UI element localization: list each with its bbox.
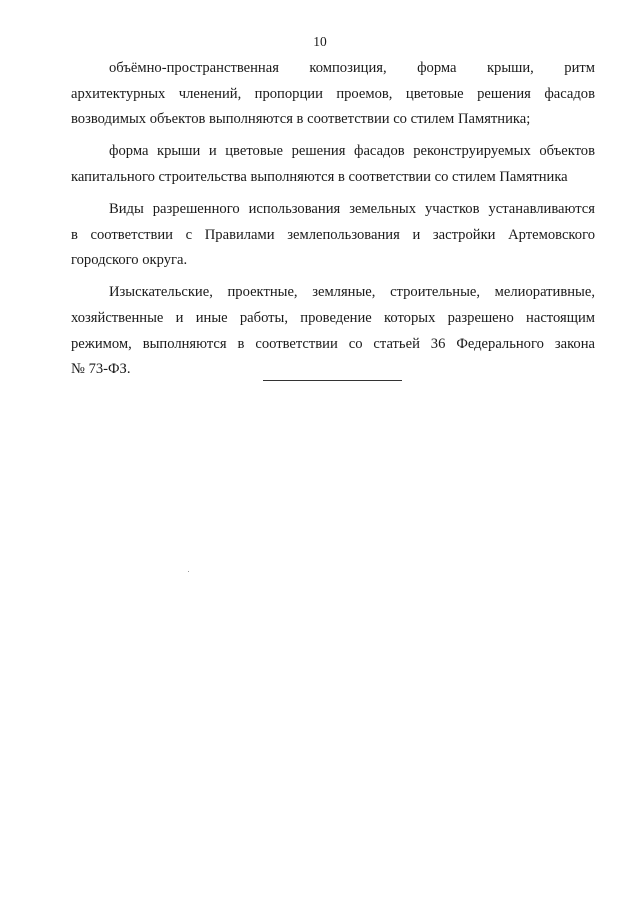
text-line: объёмно-пространственная композиция, форма крыши, ритм [109, 60, 595, 76]
text-line: хозяйственные и иные работы, проведение которых разрешено настоящим [71, 309, 595, 326]
text-line: Изыскательские, проектные, земляные, строительные, мелиоративные, [109, 284, 595, 301]
paragraph-reconstruction [71, 139, 595, 190]
page-number: 10 [313, 34, 327, 49]
text-line: городского округа. [71, 252, 188, 269]
text-line: капитального строительства выполняются в соответствии со стилем Памятника [71, 169, 568, 185]
scan-speck [188, 571, 189, 572]
text-line: возводимых объектов выполняются в соответствии со стилем Памятника; [71, 111, 531, 128]
text-line: № 73-ФЗ. [71, 361, 131, 378]
paragraph-works [71, 280, 595, 383]
paragraph-land-use [71, 197, 595, 274]
text-line: режимом, выполняются в соответствии со статьей 36 Федерального закона [71, 335, 595, 352]
document-body [71, 56, 595, 389]
text-line: форма крыши и цветовые решения фасадов реконструируемых объектов [109, 143, 595, 160]
text-line: в соответствии с Правилами землепользования и застройки Артемовского [71, 226, 595, 243]
text-line: Виды разрешенного использования земельных участков устанавливаются [109, 200, 595, 217]
text-line: архитектурных членений, пропорции проемов, цветовые решения фасадов [71, 85, 595, 102]
end-of-document-rule [263, 380, 402, 381]
paragraph-style-requirements [71, 56, 595, 133]
